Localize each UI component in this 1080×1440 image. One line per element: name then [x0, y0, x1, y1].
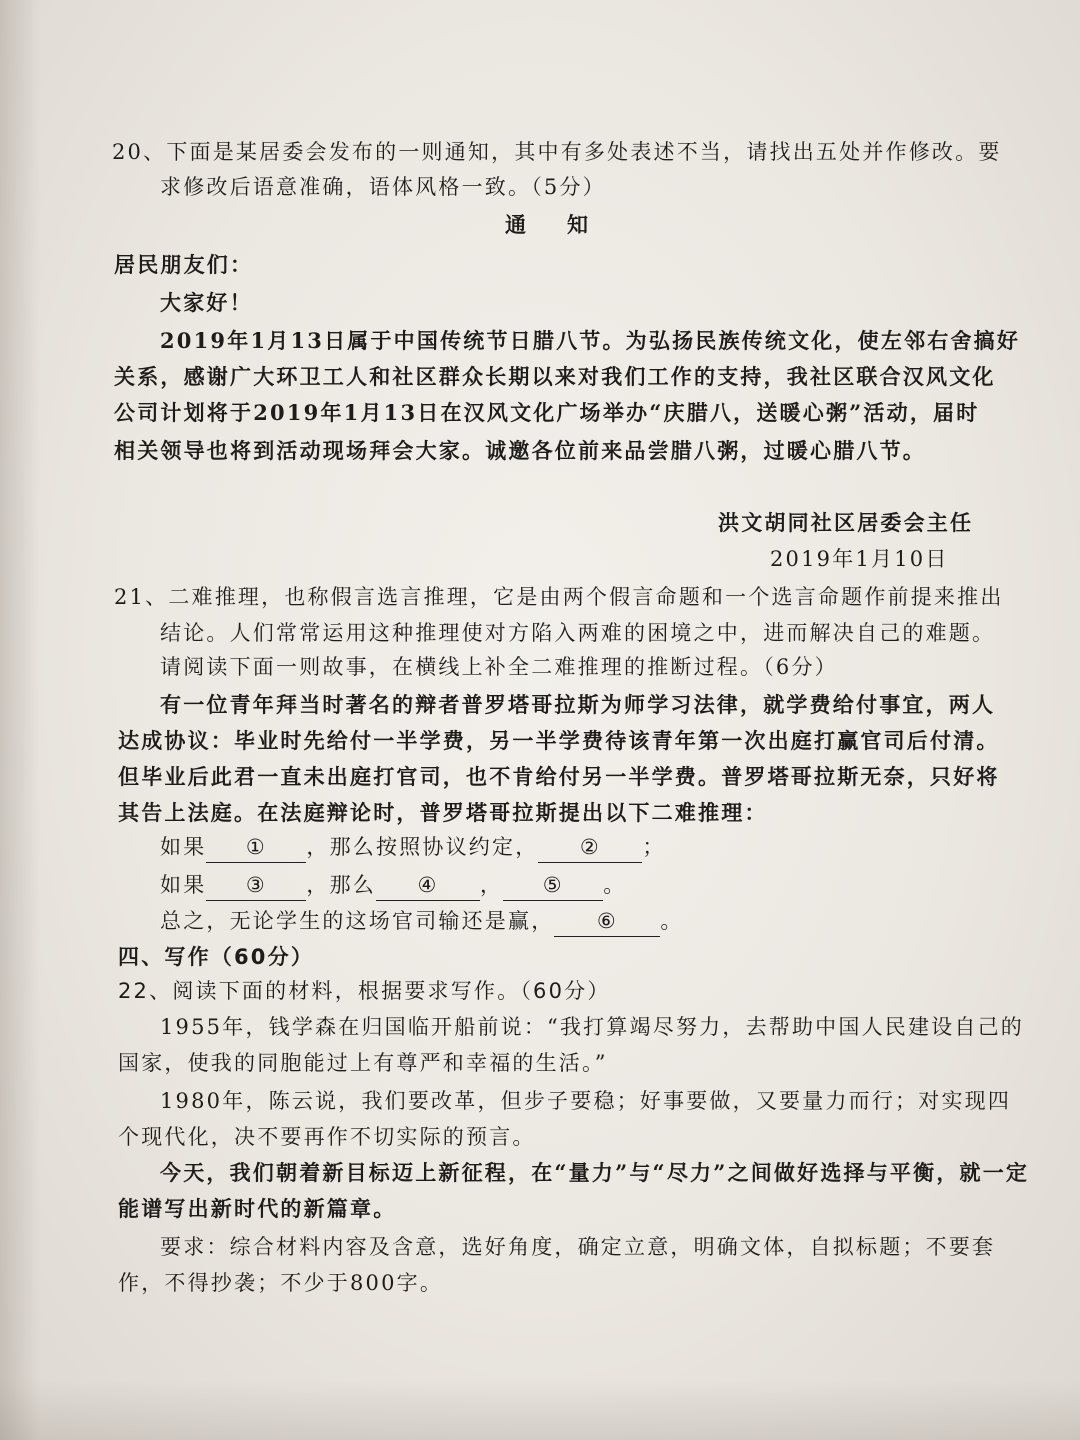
notice-body-line: 公司计划将于2019年1月13日在汉风文化广场举办“庆腊八，送暖心粥”活动，届时 [114, 400, 980, 425]
row2-end: 。 [603, 873, 627, 897]
notice-salutation: 居民朋友们： [114, 252, 254, 277]
q21-prompt-line2: 结论。人们常常运用这种推理使对方陷入两难的困境之中，进而解决自己的难题。 [160, 621, 996, 645]
q21-story-line: 但毕业后此君一直未出庭打官司，也不肯给付另一半学费。普罗塔哥拉斯无奈，只好将 [118, 764, 1000, 789]
q21-story-line: 有一位青年拜当时著名的辩者普罗塔哥拉斯为师学习法律，就学费给付事宜，两人 [160, 692, 996, 717]
q22-prompt: 22、阅读下面的材料，根据要求写作。（60分） [118, 979, 611, 1003]
q22-requirements: 要求：综合材料内容及含意，选好角度，确定立意，明确文体，自拟标题；不要套 [160, 1235, 996, 1259]
blank-4[interactable]: ④ [376, 870, 480, 901]
q21-story-line: 达成协议：毕业时先给付一半学费，另一半学费待该青年第一次出庭打赢官司后付清。 [118, 728, 1000, 753]
notice-signature: 洪文胡同社区居委会主任 [718, 510, 974, 535]
row2-then: ，那么 [306, 873, 377, 897]
blank-2[interactable]: ② [538, 832, 642, 863]
q22-material-3: 能谱写出新时代的新篇章。 [118, 1196, 397, 1221]
q22-requirements: 作，不得抄袭；不少于800字。 [118, 1271, 444, 1295]
q22-material-2: 个现代化，决不要再作不切实际的预言。 [118, 1125, 536, 1149]
page-shadow-left [0, 0, 40, 1440]
q22-material-3: 今天，我们朝着新目标迈上新征程，在“量力”与“尽力”之间做好选择与平衡，就一定 [160, 1160, 1030, 1185]
blank-6[interactable]: ⑥ [554, 906, 660, 937]
blank-3[interactable]: ③ [206, 870, 306, 901]
dilemma-row-1 [160, 832, 666, 863]
row2-if: 如果 [160, 873, 207, 897]
notice-body-line: 相关领导也将到活动现场拜会大家。诚邀各位前来品尝腊八粥，过暖心腊八节。 [114, 438, 926, 463]
row1-if: 如果 [160, 835, 207, 859]
row1-then: ，那么按照协议约定， [306, 835, 539, 859]
notice-body-line: 2019年1月13日属于中国传统节日腊八节。为弘扬民族传统文化，使左邻右舍搞好 [160, 328, 1021, 353]
row3-end: 。 [660, 909, 684, 933]
notice-title: 通 知 [505, 212, 598, 237]
row1-end: ； [642, 835, 666, 859]
notice-date: 2019年1月10日 [770, 547, 949, 571]
dilemma-row-2 [160, 870, 626, 901]
q21-story-line: 其告上法庭。在法庭辩论时，普罗塔哥拉斯提出以下二难推理： [118, 800, 768, 825]
blank-1[interactable]: ① [206, 832, 306, 863]
notice-body-line: 关系，感谢广大环卫工人和社区群众长期以来对我们工作的支持，我社区联合汉风文化 [114, 364, 996, 389]
q22-material-2: 1980年，陈云说，我们要改革，但步子要稳；好事要做，又要量力而行；对实现四 [160, 1089, 1012, 1113]
page-shadow-bottom [0, 1380, 1080, 1440]
blank-5[interactable]: ⑤ [503, 870, 603, 901]
q21-prompt-line3: 请阅读下面一则故事，在横线上补全二难推理的推断过程。（6分） [160, 655, 838, 679]
dilemma-row-3 [160, 906, 684, 937]
q22-material-1: 国家，使我的同胞能过上有尊严和幸福的生活。” [118, 1051, 608, 1075]
q20-prompt-line1: 20、下面是某居委会发布的一则通知，其中有多处表述不当，请找出五处并作修改。要 [112, 140, 1002, 164]
q22-material-1: 1955年，钱学森在归国临开船前说：“我打算竭尽努力，去帮助中国人民建设自己的 [160, 1015, 1024, 1039]
notice-greeting: 大家好！ [160, 290, 253, 315]
section-writing-heading: 四、写作（60分） [118, 945, 315, 969]
q20-prompt-line2: 求修改后语意准确，语体风格一致。（5分） [160, 175, 606, 199]
row2-sep: ， [480, 873, 504, 897]
q21-prompt-line1: 21、二难推理，也称假言选言推理，它是由两个假言命题和一个选言命题作前提来推出 [114, 585, 1004, 609]
row3-conclusion: 总之，无论学生的这场官司输还是赢， [160, 909, 555, 933]
